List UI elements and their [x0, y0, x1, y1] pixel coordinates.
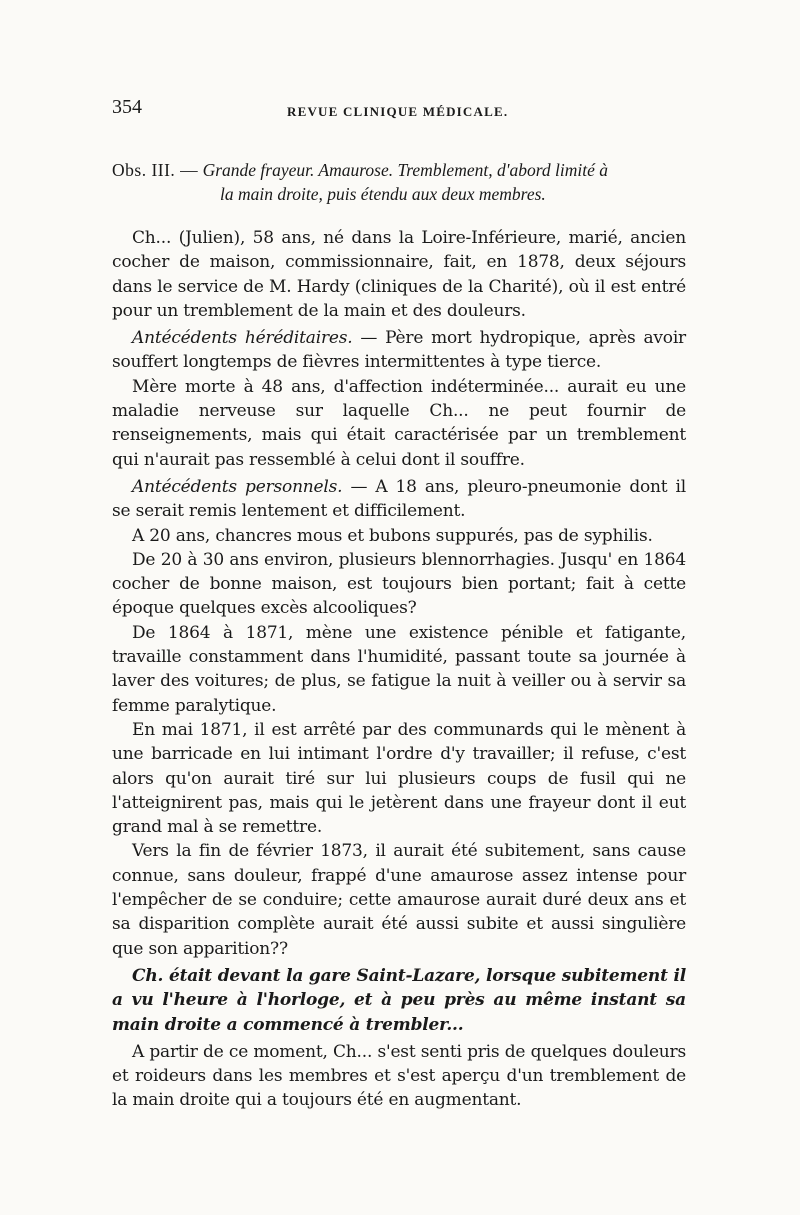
observation-label: Obs. III. —: [112, 160, 199, 180]
paragraph-text: En mai 1871, il est arrêté par des communards qui le mènent à une barricade en lui intimant l'ordre d'y travailler; il refuse, c'est alors qu'on aurait tiré sur lui plusieurs coups de fusil qui ne l'atteignirent pas, mais qui le jetèrent dans une frayeur dont il eut grand mal à se remettre.: [112, 719, 686, 838]
document-page: [112, 96, 686, 1113]
paragraph: [112, 475, 686, 524]
page-number: 354: [112, 96, 142, 118]
emphasis-text: Ch. était devant la gare Saint-Lazare, lorsque subitement il a vu l'heure à l'horloge, et à peu près au même instant sa main droite a commencé à trembler...: [112, 965, 686, 1035]
running-title: REVUE CLINIQUE MÉDICALE.: [287, 104, 509, 119]
paragraph: [112, 524, 686, 548]
paragraph: [112, 375, 686, 472]
paragraph: [112, 621, 686, 718]
paragraph: [112, 548, 686, 621]
paragraph-text: — A 18 ans, pleuro-pneumonie dont il se serait remis lentement et difficilement.: [112, 476, 686, 522]
paragraph: [112, 1040, 686, 1113]
paragraph-text: Mère morte à 48 ans, d'affection indéterminée... aurait eu une maladie nerveuse sur laquelle Ch... ne peut fournir de renseignements, mais qui était caractérisée par un tremblement qui n'aurait pas ressemblé à celui dont il souffre.: [112, 376, 686, 470]
paragraph-text: De 1864 à 1871, mène une existence pénible et fatigante, travaille constamment dans l'humidité, passant toute sa journée à laver des voitures; de plus, se fatigue la nuit à veiller ou à servir sa femme paralytique.: [112, 622, 686, 716]
observation-title-line1: Grande frayeur. Amaurose. Tremblement, d'abord limité à: [202, 160, 608, 180]
paragraph: [112, 326, 686, 375]
paragraph-text: — Père mort hydropique, après avoir souffert longtemps de fièvres intermittentes à type tierce.: [112, 328, 686, 373]
paragraph-text: A 20 ans, chancres mous et bubons suppurés, pas de syphilis.: [132, 525, 653, 546]
paragraph-text: Ch... (Julien), 58 ans, né dans la Loire-Inférieure, marié, ancien cocher de maison, commissionnaire, fait, en 1878, deux séjours dans le service de M. Hardy (cliniques de la Charité), où il est entré pour un tremblement de la main et des douleurs.: [112, 228, 686, 321]
paragraph: [112, 839, 686, 960]
paragraph-emphasis: [112, 964, 686, 1037]
section-lead: Antécédents héréditaires.: [132, 328, 353, 349]
paragraph: [112, 718, 686, 839]
paragraph-text: De 20 à 30 ans environ, plusieurs blennorrhagies. Jusqu' en 1864 cocher de bonne maison, est toujours bien portant; fait à cette époque quelques excès alcooliques?: [112, 549, 686, 619]
page-header: [112, 96, 686, 126]
paragraph-text: A partir de ce moment, Ch... s'est senti pris de quelques douleurs et roideurs dans les membres et s'est aperçu d'un tremblement de la main droite qui a toujours été en augmentant.: [112, 1041, 686, 1111]
paragraph: [112, 226, 686, 323]
section-lead: Antécédents personnels.: [132, 476, 343, 497]
observation-title: [112, 158, 686, 206]
paragraph-text: Vers la fin de février 1873, il aurait été subitement, sans cause connue, sans douleur, frappé d'une amaurose assez intense pour l'empêcher de se conduire; cette amaurose aurait duré deux ans et sa disparition complète aurait été aussi subite et aussi singulière que son apparition??: [112, 841, 686, 959]
observation-title-line2: la main droite, puis étendu aux deux membres.: [220, 184, 546, 204]
